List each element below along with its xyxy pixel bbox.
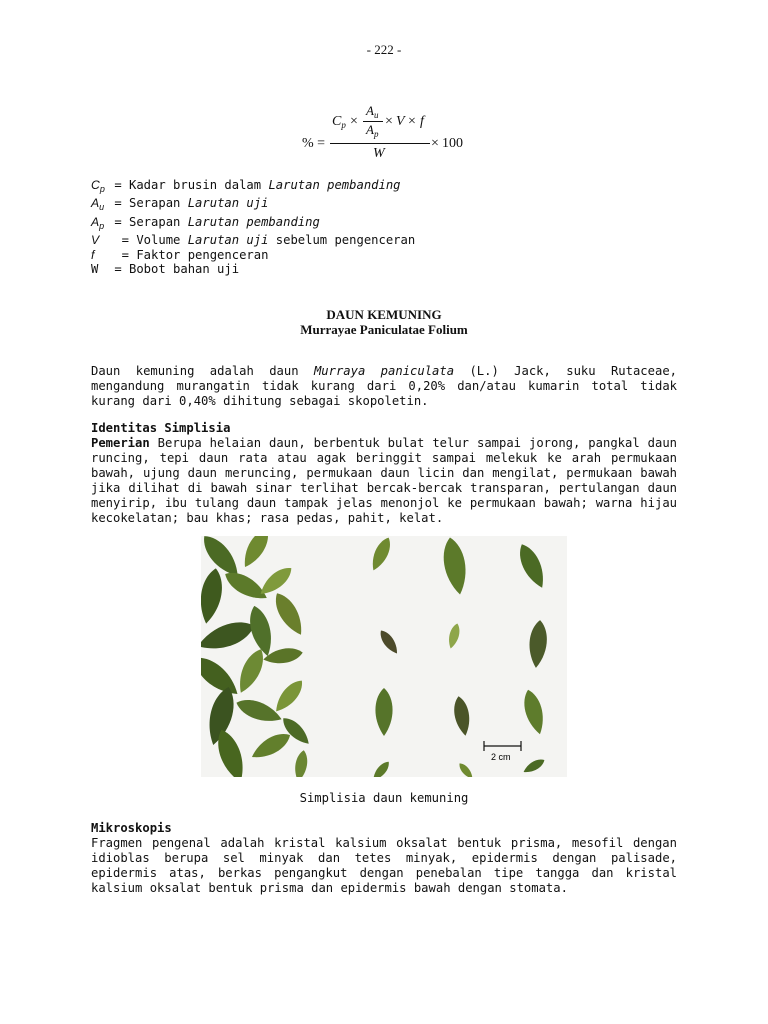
- legend-row: W = Bobot bahan uji: [91, 262, 240, 277]
- formula-au: $A_u$: [366, 103, 379, 120]
- formula-w: W: [373, 146, 385, 161]
- legend-row: f = Faktor pengenceran: [91, 247, 269, 262]
- legend-symbol: $C_p$: [91, 178, 105, 194]
- formula-lhs: % =: [302, 136, 326, 151]
- legend-symbol: f: [91, 247, 95, 262]
- legend-row: $A_u$ = Serapan Larutan uji: [91, 196, 415, 214]
- formula-f: f: [420, 114, 424, 129]
- scale-bar: [484, 741, 521, 762]
- scale-bar-label: 2 cm: [491, 752, 511, 762]
- formula-ap: $A_p$: [366, 122, 379, 139]
- single-leaves: [368, 536, 550, 777]
- legend-symbol: $A_u$: [91, 196, 105, 213]
- formula-times-1: ×: [350, 114, 358, 129]
- formula-cp: $C_p$: [332, 114, 346, 130]
- formula-hundred: 100: [442, 136, 463, 151]
- main-fraction-line: [330, 143, 430, 144]
- leaf-photo: [201, 536, 567, 777]
- species-name: Murraya paniculata: [313, 364, 455, 378]
- monograph-title: DAUN KEMUNING: [326, 307, 442, 322]
- legend-symbol: W: [91, 262, 99, 277]
- legend-row: $C_p$ = Kadar brusin dalam Larutan pembanding: [91, 178, 415, 196]
- page-number: - 222 -: [366, 42, 402, 57]
- identitas-section: [91, 421, 677, 526]
- legend-row: $A_p$ = Serapan Larutan pembanding: [91, 215, 415, 233]
- mikroskopis-section: [91, 821, 677, 896]
- formula-v: V: [396, 114, 405, 129]
- pemerian-label: Pemerian: [91, 436, 150, 450]
- mikroskopis-paragraph: Fragmen pengenal adalah kristal kalsium oksalat bentuk prisma, mesofil dengan idioblas berupa sel minyak dan tetes minyak, epidermis dengan palisade, epidermis atas, berkas pengangkut dengan penebalan tipe tangga dan kristal kalsium oksalat bentuk prisma dan epidermis bawah dengan stomata.: [91, 836, 677, 895]
- monograph-latin-title: Murrayae Paniculatae Folium: [300, 322, 468, 337]
- formula-legend: [91, 178, 415, 276]
- pemerian-paragraph: Pemerian Berupa helaian daun, berbentuk bulat telur sampai jorong, pangkal daun runcing, tepi daun rata atau agak beringgit sampai melekuk ke arah permukaan bawah, ujung daun meruncing, permukaan daun licin dan mengilat, permukaan bawah jika dilihat di bawah sinar terlihat bercak-bercak transparan, pertulangan daun menyirip, ibu tulang daun tampak jelas menonjol ke permukaan bawah; warna hijau kecokelatan; bau khas; rasa pedas, pahit, kelat.: [91, 436, 677, 525]
- intro-paragraph: Daun kemuning adalah daun Murraya paniculata (L.) Jack, suku Rutaceae, mengandung murangatin tidak kurang dari 0,20% dan/atau kumarin total tidak kurang dari 0,40% dihitung sebagai skopoletin.: [91, 364, 677, 408]
- legend-row: V = Volume Larutan uji sebelum pengenceran: [91, 233, 416, 248]
- legend-symbol: $A_p$: [91, 214, 105, 231]
- formula-times-4: ×: [431, 136, 439, 151]
- identitas-heading: Identitas Simplisia: [91, 421, 231, 435]
- formula-times-2: ×: [385, 114, 393, 129]
- legend-symbol: V: [91, 233, 100, 248]
- figure-caption: Simplisia daun kemuning: [299, 791, 469, 805]
- formula-times-3: ×: [408, 114, 416, 129]
- mikroskopis-heading: Mikroskopis: [91, 821, 172, 835]
- formula: [300, 102, 475, 164]
- leaf-pile: [201, 536, 313, 777]
